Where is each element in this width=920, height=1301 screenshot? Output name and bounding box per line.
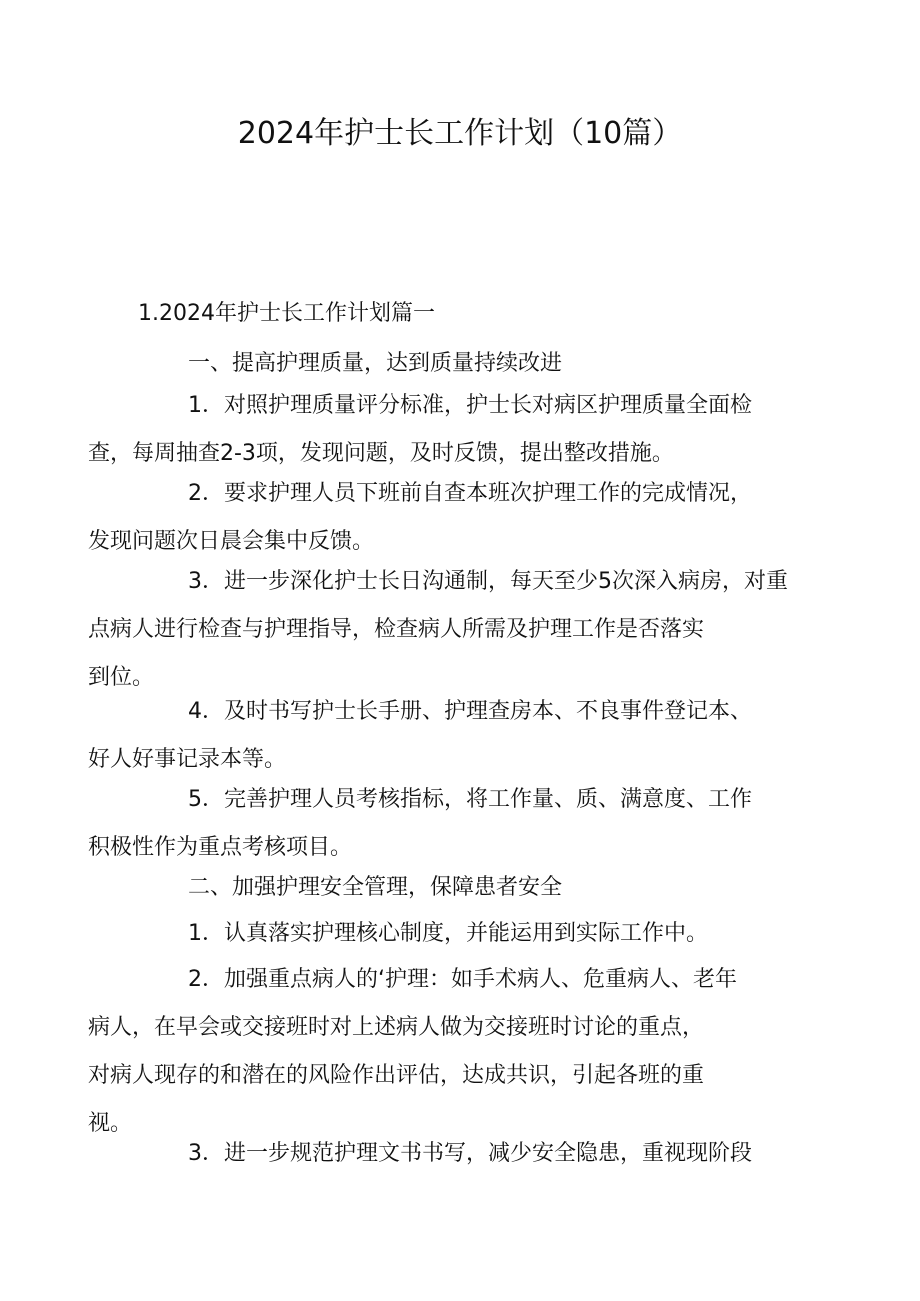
paragraph-item-4 xyxy=(88,688,788,784)
paragraph-item-3 xyxy=(88,558,788,702)
text-line: 3．进一步规范护理文书书写，减少安全隐患，重视现阶段 xyxy=(188,1141,752,1166)
paragraph-item-5 xyxy=(88,776,788,872)
text-line: 5．完善护理人员考核指标，将工作量、质、满意度、工作 xyxy=(188,787,752,812)
text-line: 积极性作为重点考核项目。 xyxy=(88,835,353,860)
document-title: 2024年护士长工作计划（10篇） xyxy=(237,116,683,151)
text-line: 4．及时书写护士长手册、护理查房本、不良事件登记本、 xyxy=(188,699,752,724)
text-line: 3．进一步深化护士长日沟通制，每天至少5次深入病房，对重 xyxy=(188,569,788,594)
paragraph-item-2 xyxy=(88,470,788,566)
text-line: 1．对照护理质量评分标准，护士长对病区护理质量全面检 xyxy=(188,393,752,418)
paragraph-safety-item-1 xyxy=(138,910,788,958)
heading-safety-management xyxy=(138,864,788,912)
heading-improve-quality xyxy=(138,340,788,388)
text-line: 点病人进行检查与护理指导，检查病人所需及护理工作是否落实 xyxy=(88,617,705,642)
text-line: 一、提高护理质量，达到质量持续改进 xyxy=(188,351,563,376)
text-line: 查，每周抽查2-3项，发现问题，及时反馈，提出整改措施。 xyxy=(88,441,674,466)
text-line: 2．要求护理人员下班前自查本班次护理工作的完成情况， xyxy=(188,481,752,506)
text-line: 二、加强护理安全管理，保障患者安全 xyxy=(188,875,563,900)
text-line: 视。 xyxy=(88,1111,133,1136)
text-line: 发现问题次日晨会集中反馈。 xyxy=(88,529,375,554)
text-line: 到位。 xyxy=(88,665,155,690)
text-line: 1．认真落实护理核心制度，并能运用到实际工作中。 xyxy=(188,921,708,946)
text-line: 对病人现存的和潜在的风险作出评估，达成共识，引起各班的重 xyxy=(88,1063,705,1088)
text-line: 病人，在早会或交接班时对上述病人做为交接班时讨论的重点， xyxy=(88,1015,705,1040)
paragraph-item-1 xyxy=(88,382,788,478)
paragraph-safety-item-3 xyxy=(138,1130,788,1178)
section-title: 1.2024年护士长工作计划篇一 xyxy=(138,301,435,326)
paragraph-safety-item-2 xyxy=(88,956,788,1148)
text-line: 2．加强重点病人的‘护理：如手术病人、危重病人、老年 xyxy=(188,967,737,992)
text-line: 好人好事记录本等。 xyxy=(88,747,287,772)
